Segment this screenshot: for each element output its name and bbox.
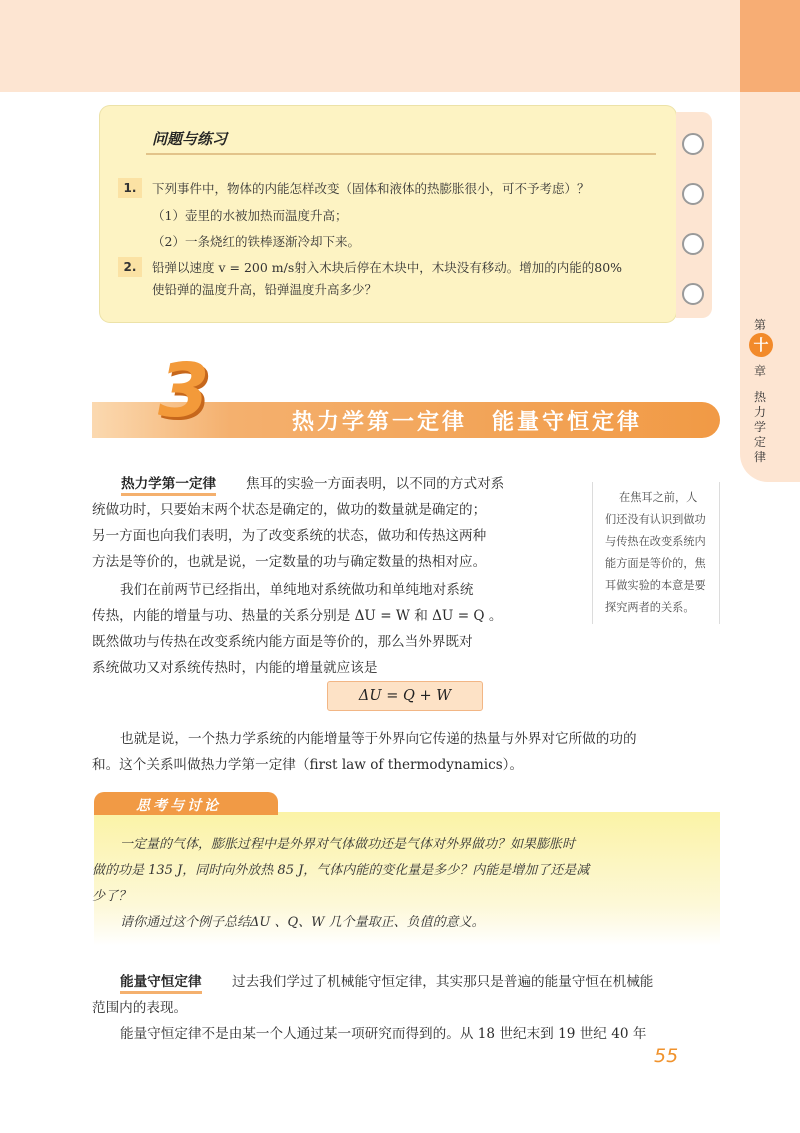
body-line: 传热，内能的增量与功、热量的关系分别是 ΔU = W 和 ΔU = Q 。	[92, 608, 503, 624]
body-line: 另一方面也向我们表明，为了改变系统的状态，做功和传热这两种	[92, 528, 487, 544]
side-note-line: 在焦耳之前，人	[619, 491, 698, 504]
body-line: 方法是等价的，也就是说，一定数量的功与确定数量的热相对应。	[92, 554, 487, 570]
chapter-tab-top	[740, 0, 800, 92]
keyword-first-law: 热力学第一定律	[121, 472, 216, 496]
exercise-text: （1）壶里的水被加热而温度升高；	[152, 208, 348, 223]
exercise-text: 铅弹以速度 v = 200 m/s射入木块后停在木块中，木块没有移动。增加的内能的80%	[152, 260, 623, 275]
side-note-line: 与传热在改变系统内	[605, 535, 706, 548]
discussion-line: 做的功是 135 J，同时向外放热 85 J，气体内能的变化量是多少？内能是增加了还是减	[92, 863, 590, 878]
side-note-line: 耳做实验的本意是要	[605, 579, 706, 592]
chapter-tab	[740, 92, 800, 482]
binder-ring-icon	[682, 183, 704, 205]
binder-ring-icon	[682, 283, 704, 305]
body-line: 过去我们学过了机械能守恒定律，其实那只是普遍的能量守恒在机械能	[232, 974, 654, 990]
chapter-number: 十	[749, 333, 773, 357]
side-note-line: 们还没有认识到做功	[605, 513, 706, 526]
exercise-title: 问题与练习	[152, 130, 228, 148]
body-line: 既然做功与传热在改变系统内能方面是等价的，那么当外界既对	[92, 634, 473, 650]
body-line: 系统做功又对系统传热时，内能的增量就应该是	[92, 660, 378, 676]
section-title: 热力学第一定律 能量守恒定律	[292, 410, 643, 435]
page-number: 55	[654, 1045, 679, 1067]
discussion-line: 一定量的气体，膨胀过程中是外界对气体做功还是气体对外界做功？如果膨胀时	[120, 837, 576, 852]
exercise-text: 下列事件中，物体的内能怎样改变（固体和液体的热膨胀很小，可不予考虑）？	[152, 181, 590, 196]
body-line: 我们在前两节已经指出，单纯地对系统做功和单纯地对系统	[120, 582, 474, 598]
exercise-number: 1.	[118, 178, 142, 198]
binder-ring-icon	[682, 233, 704, 255]
discussion-line: 请你通过这个例子总结ΔU 、Q、W 几个量取正、负值的意义。	[120, 915, 485, 930]
discussion-line: 少了？	[92, 889, 132, 904]
chapter-prefix: 第	[754, 318, 767, 332]
side-note-line: 能方面是等价的，焦	[605, 557, 706, 570]
binder-ring-icon	[682, 133, 704, 155]
keyword-energy-conservation: 能量守恒定律	[120, 970, 202, 994]
body-line: 能量守恒定律不是由某一个人通过某一项研究而得到的。从 18 世纪末到 19 世纪 40 年	[120, 1026, 647, 1042]
exercise-number: 2.	[118, 257, 142, 277]
body-line: 也就是说，一个热力学系统的内能增量等于外界向它传递的热量与外界对它所做的功的	[120, 731, 637, 747]
body-line: 和。这个关系叫做热力学第一定律（first law of thermodynamics）。	[92, 757, 524, 773]
chapter-title: 热力学定律	[754, 390, 767, 464]
chapter-suffix: 章	[754, 364, 767, 378]
exercise-text: （2）一条烧红的铁棒逐渐冷却下来。	[152, 234, 360, 249]
discussion-title: 思考与讨论	[136, 798, 221, 814]
exercise-text: 使铅弹的温度升高，铅弹温度升高多少？	[152, 282, 378, 297]
exercise-divider	[146, 153, 656, 155]
header-band	[0, 0, 740, 92]
body-line: 焦耳的实验一方面表明，以不同的方式对系	[246, 476, 505, 492]
body-line: 范围内的表现。	[92, 1000, 188, 1016]
body-line: 统做功时，只要始末两个状态是确定的，做功的数量就是确定的；	[92, 502, 487, 518]
formula-first-law: ΔU = Q + W	[327, 681, 483, 711]
side-note-line: 探究两者的关系。	[605, 601, 695, 614]
section-number: 3	[158, 348, 210, 434]
